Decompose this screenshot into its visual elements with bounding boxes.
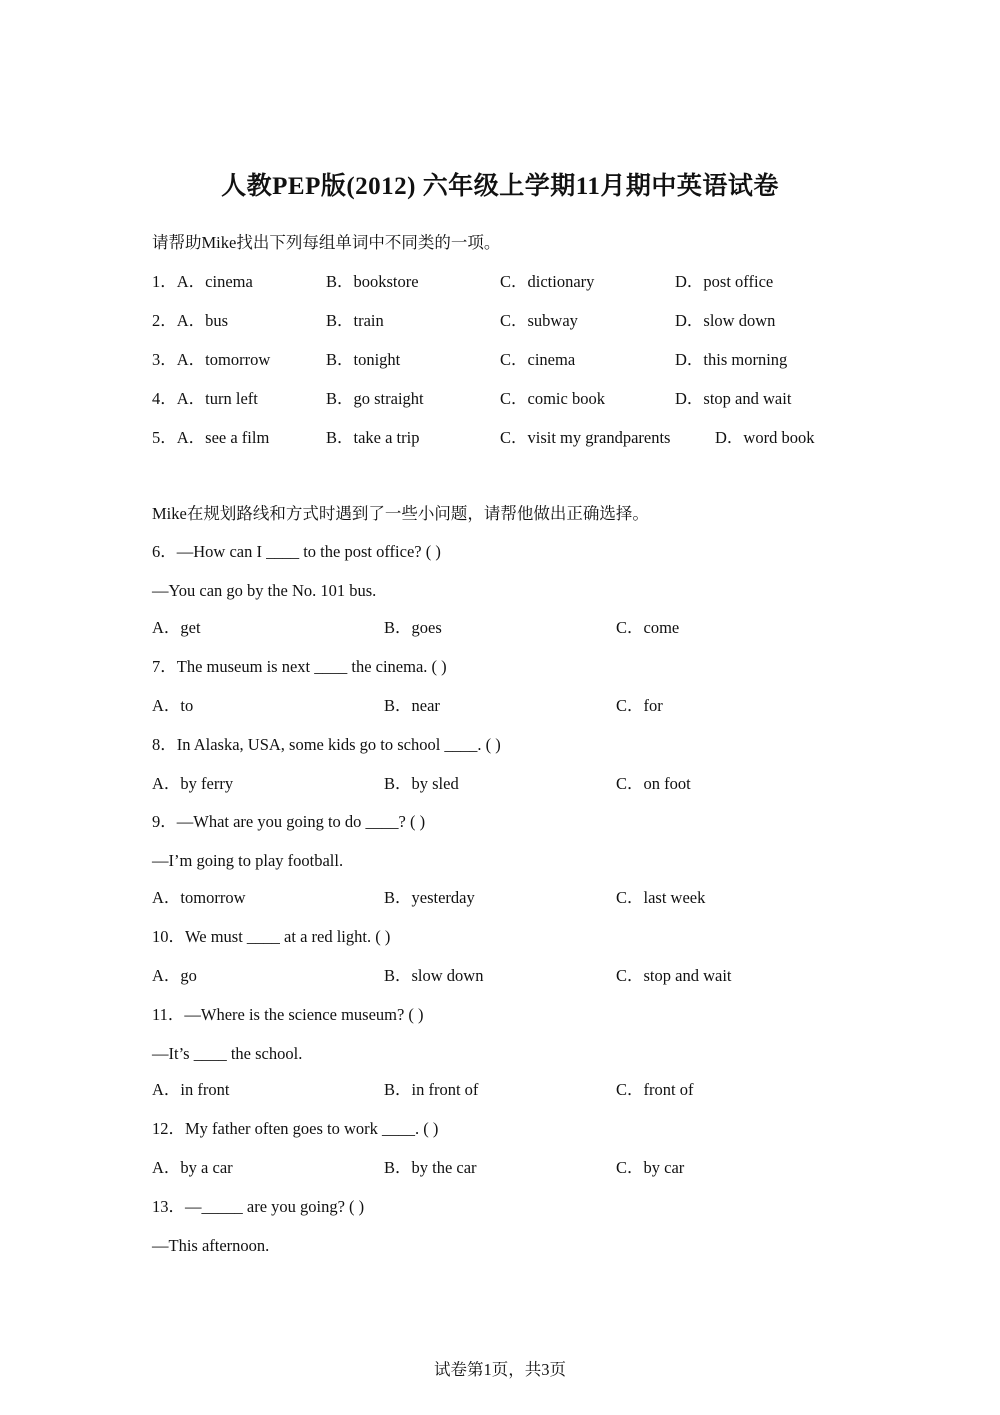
page-footer: 试卷第1页，共3页 [434,1360,566,1379]
q2-option-a: 2．A．bus [152,311,229,330]
q13-reply: —This afternoon. [152,1236,270,1255]
q10-option-a: A．go [152,966,197,985]
q2-option-c: C．subway [500,311,578,330]
q5-option-b: B．take a trip [326,428,420,447]
q1-option-b: B．bookstore [326,272,419,291]
q2-option-d: D．slow down [675,311,776,330]
q2-option-b: B．train [326,311,384,330]
q10-stem: 10．We must ____ at a red light. ( ) [152,927,391,946]
q9-stem: 9．—What are you going to do ____? ( ) [152,812,426,831]
q4-option-d: D．stop and wait [675,389,792,408]
q1-option-d: D．post office [675,272,774,291]
q11-option-c: C．front of [616,1080,694,1099]
q3-option-c: C．cinema [500,350,576,369]
q8-stem: 8．In Alaska, USA, some kids go to school ____. ( ) [152,735,501,754]
q11-reply: —It’s ____ the school. [152,1044,303,1063]
q6-option-b: B．goes [384,618,442,637]
q12-stem: 12．My father often goes to work ____. ( ) [152,1119,439,1138]
page-title: 人教PEP版(2012) 六年级上学期11月期中英语试卷 [221,173,779,200]
q6-option-c: C．come [616,618,680,637]
q9-option-b: B．yesterday [384,888,475,907]
q9-option-a: A．tomorrow [152,888,246,907]
q7-option-a: A．to [152,696,194,715]
q3-option-a: 3．A．tomorrow [152,350,271,369]
q12-option-b: B．by the car [384,1158,477,1177]
q6-stem: 6．—How can I ____ to the post office? ( ) [152,542,441,561]
q12-option-a: A．by a car [152,1158,233,1177]
q11-option-a: A．in front [152,1080,230,1099]
q6-option-a: A．get [152,618,201,637]
section2-instruction: Mike在规划路线和方式时遇到了一些小问题，请帮他做出正确选择。 [152,504,649,523]
q12-option-c: C．by car [616,1158,685,1177]
q6-reply: —You can go by the No. 101 bus. [152,581,377,600]
q5-option-d: D．word book [715,428,815,447]
q4-option-c: C．comic book [500,389,605,408]
q8-option-b: B．by sled [384,774,459,793]
q7-option-b: B．near [384,696,440,715]
q3-option-b: B．tonight [326,350,401,369]
q3-option-d: D．this morning [675,350,788,369]
q7-stem: 7．The museum is next ____ the cinema. ( ) [152,657,447,676]
q8-option-c: C．on foot [616,774,691,793]
q8-option-a: A．by ferry [152,774,234,793]
q13-stem: 13．—_____ are you going? ( ) [152,1197,365,1216]
q4-option-b: B．go straight [326,389,424,408]
q5-option-c: C．visit my grandparents [500,428,671,447]
q10-option-b: B．slow down [384,966,484,985]
q4-option-a: 4．A．turn left [152,389,258,408]
q9-option-c: C．last week [616,888,706,907]
q1-option-c: C．dictionary [500,272,595,291]
section1-instruction: 请帮助Mike找出下列每组单词中不同类的一项。 [152,233,501,252]
q10-option-c: C．stop and wait [616,966,732,985]
q1-option-a: 1．A．cinema [152,272,253,291]
q7-option-c: C．for [616,696,663,715]
q11-stem: 11．—Where is the science museum? ( ) [152,1005,424,1024]
q5-option-a: 5．A．see a film [152,428,270,447]
q9-reply: —I’m going to play football. [152,851,344,870]
q11-option-b: B．in front of [384,1080,479,1099]
